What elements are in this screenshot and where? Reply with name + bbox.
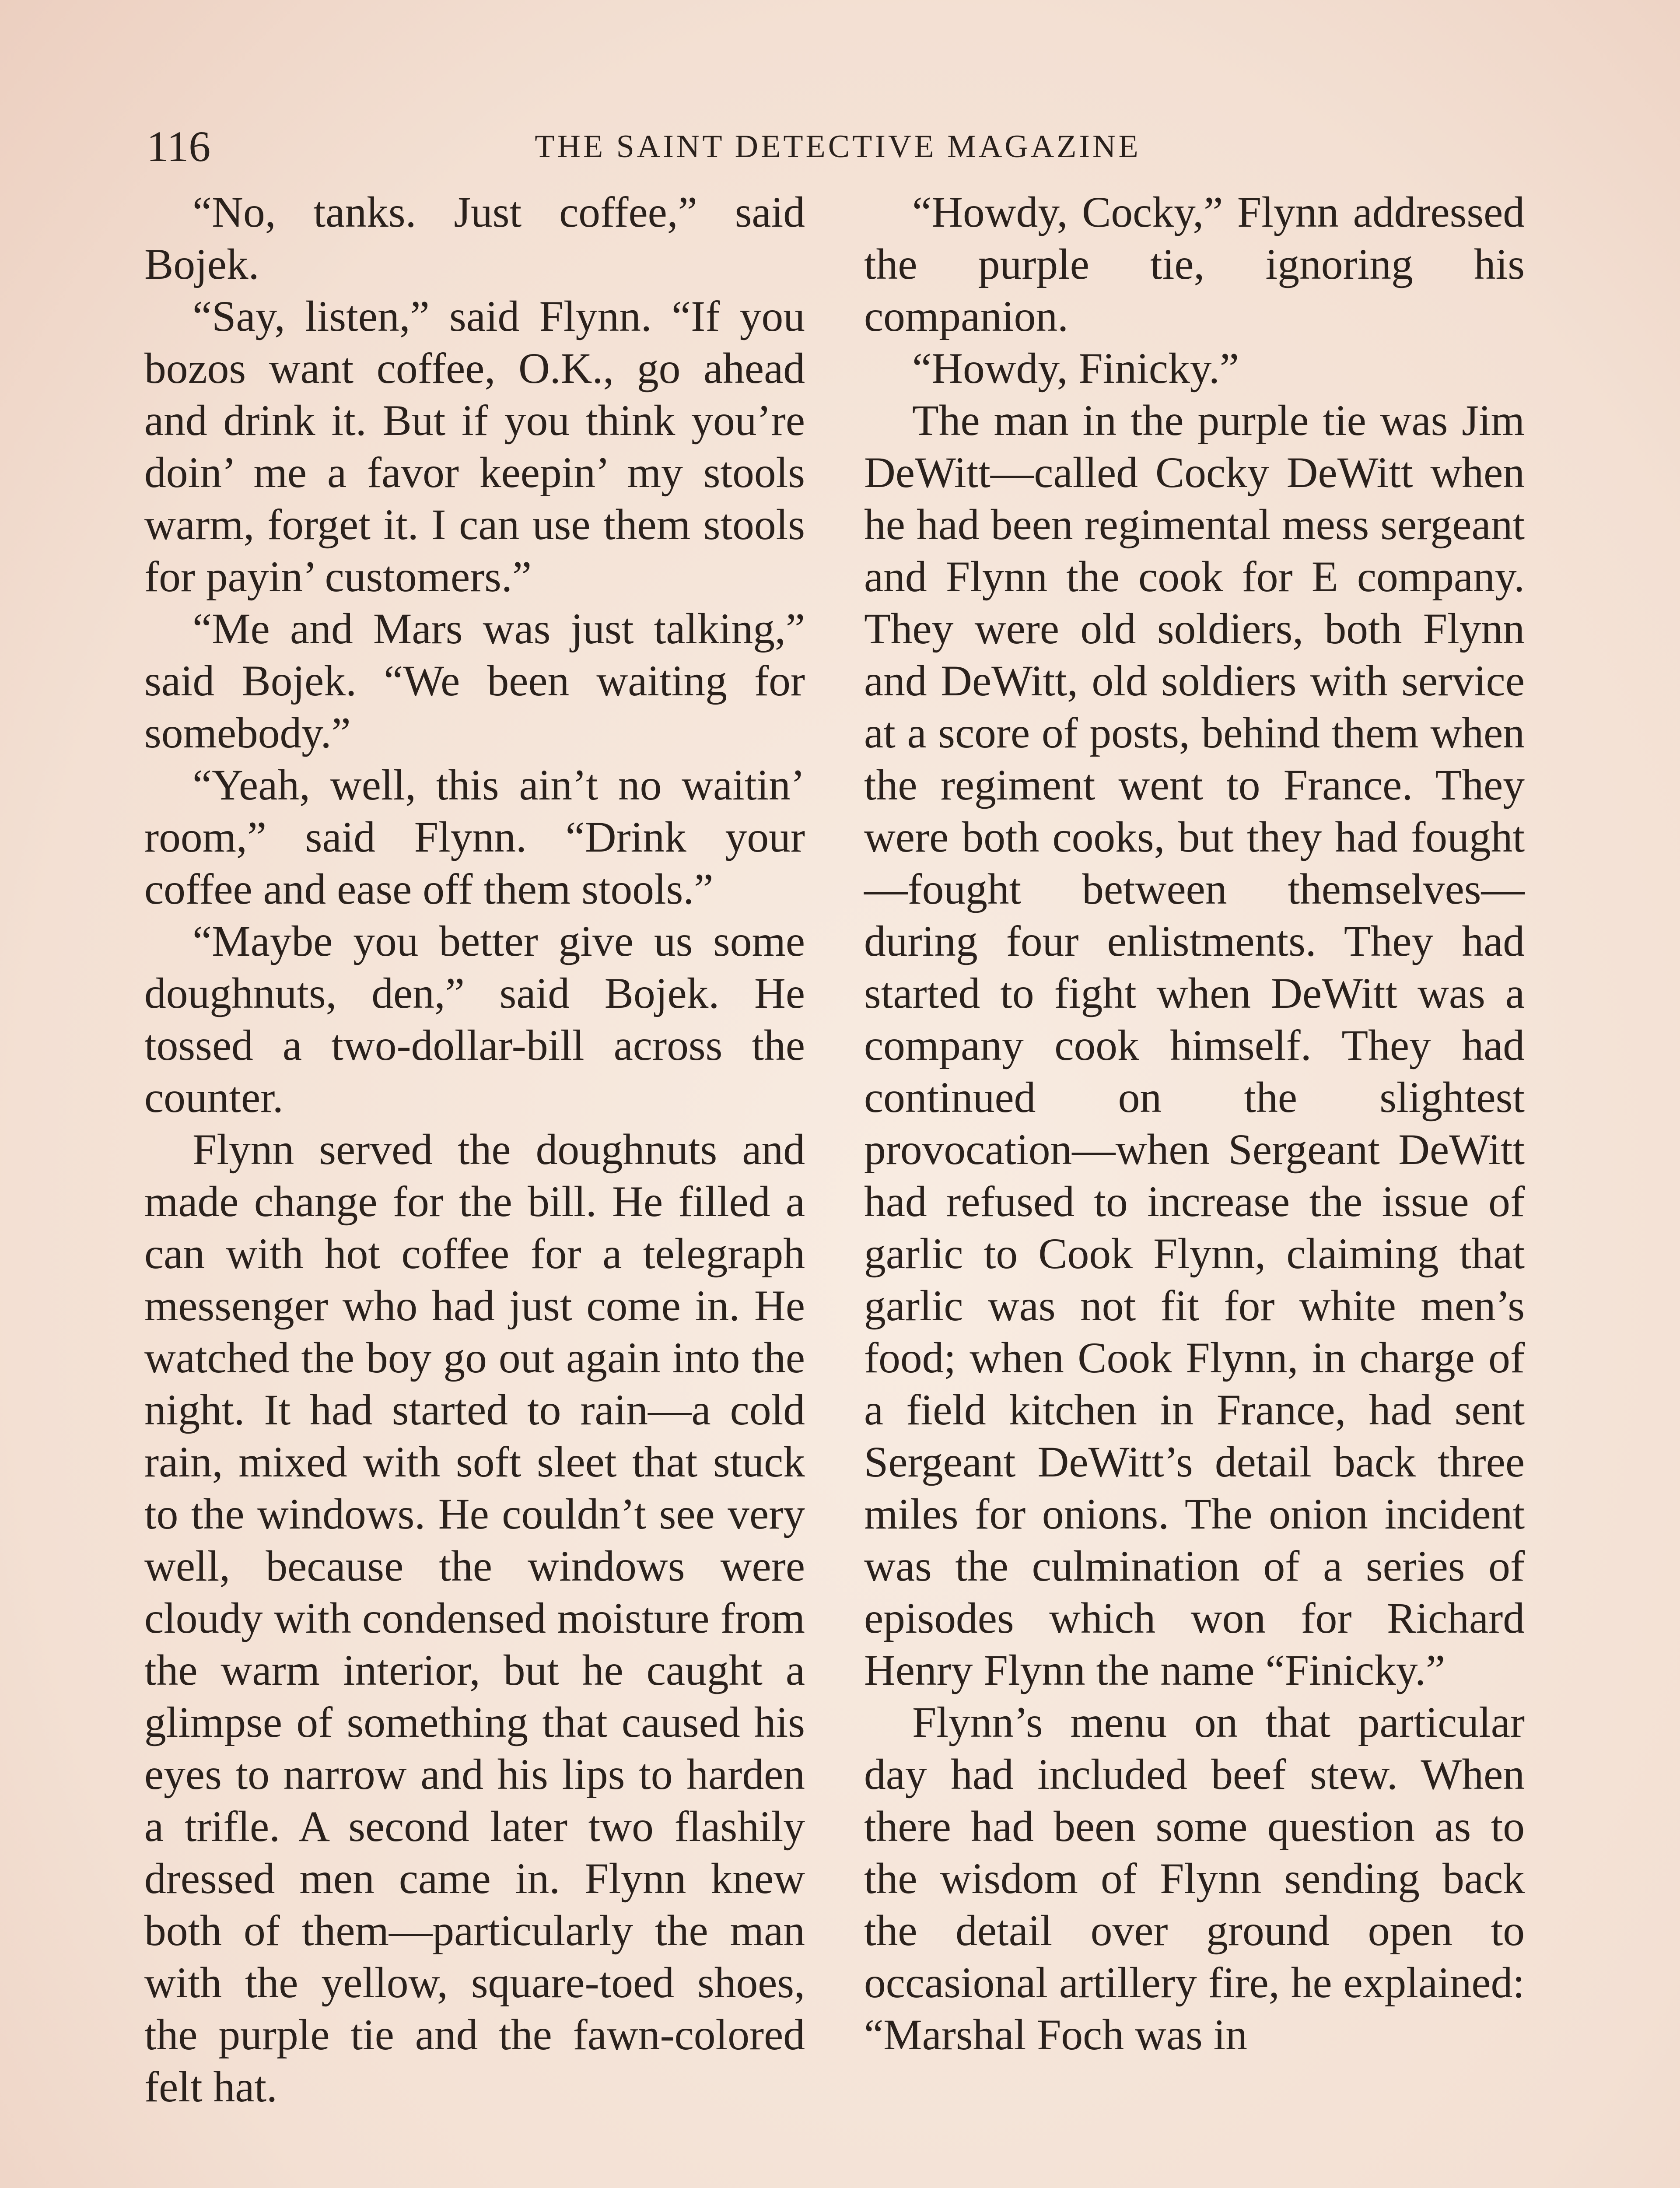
paragraph: “Howdy, Finicky.” (912, 344, 1239, 393)
paragraph: “No, tanks. Just coffee,” said Bojek. (144, 188, 805, 288)
page-number: 116 (147, 122, 211, 171)
running-head: THE SAINT DETECTIVE MAGAZINE (535, 129, 1141, 165)
paragraph: “Me and Mars was just talking,” said Bojek. “We been waiting for somebody.” (144, 604, 805, 757)
paragraph: Flynn’s menu on that particular day had included beef stew. When there had been some question as to the wisdom of Flynn sending back the detail over ground open to occasional artillery fire, he explained: “Marshal Foch was in (864, 1698, 1525, 2059)
paragraph: “Howdy, Cocky,” Flynn addressed the purple tie, ignoring his companion. (864, 188, 1525, 340)
paragraph: “Maybe you better give us some doughnuts, den,” said Bojek. He tossed a two-dollar-bill across the counter. (144, 917, 805, 1122)
paragraph: Flynn served the doughnuts and made change for the bill. He filled a can with hot coffee for a telegraph messenger who had just come in. He watched the boy go out again into the night. It had started to rain—a cold rain, mixed with soft sleet that stuck to the windows. He couldn’t see very well, because the windows were cloudy with condensed moisture from the warm interior, but he caught a glimpse of something that caused his eyes to narrow and his lips to harden a trifle. A second later two flashily dressed men came in. Flynn knew both of them—particularly the man with the yellow, square-toed shoes, the purple tie and the fawn-colored felt hat. (144, 1125, 805, 2111)
paragraph: “Say, listen,” said Flynn. “If you bozos want coffee, O.K., go ahead and drink it. But if you think you’re doin’ me a favor keepin’ my stools warm, forget it. I can use them stools for payin’ customers.” (144, 292, 805, 601)
paragraph: The man in the purple tie was Jim DeWitt—called Cocky DeWitt when he had been regimental mess sergeant and Flynn the cook for E company. They were old soldiers, both Flynn and DeWitt, old soldiers with service at a score of posts, behind them when the regiment went to France. They were both cooks, but they had fought—fought between themselves—during four enlistments. They had started to fight when DeWitt was a company cook himself. They had continued on the slightest provocation—when Sergeant DeWitt had refused to increase the issue of garlic to Cook Flynn, claiming that garlic was not fit for white men’s food; when Cook Flynn, in charge of a field kitchen in France, had sent Sergeant DeWitt’s detail back three miles for onions. The onion incident was the culmination of a series of episodes which won for Richard Henry Flynn the name “Finicky.” (864, 396, 1525, 1694)
page-header (147, 118, 1529, 175)
paragraph: “Yeah, well, this ain’t no waitin’ room,” said Flynn. “Drink your coffee and ease off them stools.” (144, 761, 805, 913)
left-column (144, 186, 805, 2113)
right-column (864, 186, 1525, 2061)
